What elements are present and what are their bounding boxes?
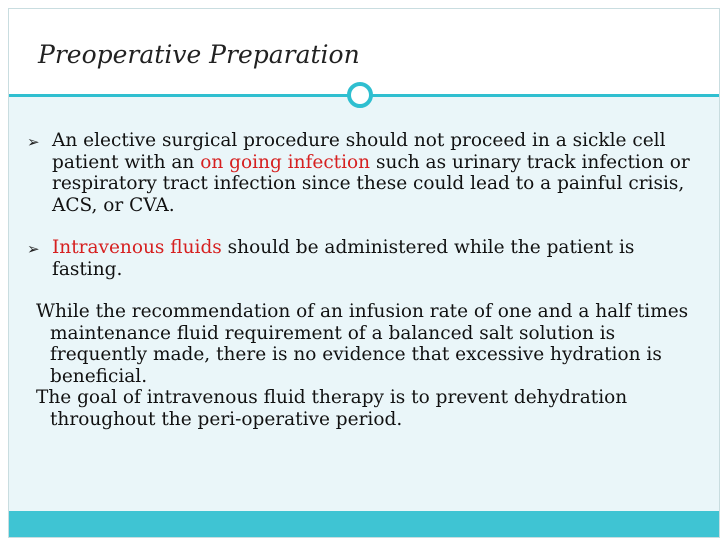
bullet-highlight: Intravenous fluids xyxy=(52,237,222,258)
body-paragraph: The goal of intravenous fluid therapy is to prevent dehydration throughout the peri-operative period. xyxy=(36,387,628,430)
arrow-right-icon: ➢ xyxy=(27,133,40,151)
bullet-text: should be administered while the patient is fasting. xyxy=(52,237,635,280)
bullet-item xyxy=(27,237,710,280)
arrow-right-icon: ➢ xyxy=(27,240,40,258)
bullet-text: such as urinary track infection or respiratory tract infection since these could lead to a painful crisis, ACS, or CVA. xyxy=(52,151,690,216)
bullet-item xyxy=(27,130,710,216)
slide-body xyxy=(27,130,710,430)
footer-bar xyxy=(9,511,719,537)
bullet-text: An elective surgical procedure should not proceed in a sickle cell patient with an xyxy=(52,130,666,173)
slide-title: Preoperative Preparation xyxy=(38,40,360,69)
body-paragraph: While the recommendation of an infusion rate of one and a half times maintenance fluid requirement of a balanced salt solution is frequently made, there is no evidence that excessive hydration is beneficial. xyxy=(36,301,689,387)
circle-ornament-icon xyxy=(347,82,373,108)
bullet-highlight: on going infection xyxy=(200,151,371,173)
